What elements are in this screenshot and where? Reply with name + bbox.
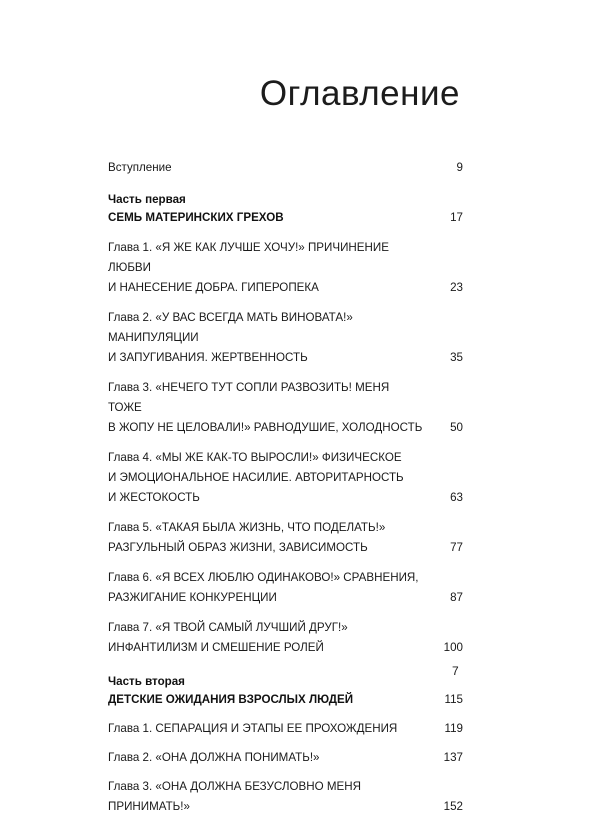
part-two-title: ДЕТСКИЕ ОЖИДАНИЯ ВЗРОСЛЫХ ЛЮДЕЙ (108, 693, 354, 706)
toc-entry-page: 119 (444, 722, 463, 735)
toc-entry-page: 35 (450, 351, 463, 364)
toc-entry-page: 23 (450, 281, 463, 294)
toc-entry-page: 100 (443, 641, 463, 654)
toc-entry-chapter (108, 308, 463, 368)
toc-entry-text: Глава 2. «ОНА ДОЛЖНА ПОНИМАТЬ!» (108, 751, 320, 764)
toc-entry-page: 152 (443, 800, 463, 813)
part-one-page: 17 (450, 211, 463, 224)
toc-entry-chapter (108, 238, 463, 298)
toc-entry-text: Вступление (108, 161, 172, 174)
toc-entry-text: Глава 1. СЕПАРАЦИЯ И ЭТАПЫ ЕЕ ПРОХОЖДЕНИЯ (108, 722, 398, 735)
toc-entry-page: 50 (450, 421, 463, 434)
toc-entry-page: 137 (443, 751, 463, 764)
part-two-label: Часть вторая (108, 675, 185, 688)
toc-entry-page: 63 (450, 491, 463, 504)
toc-entry-text: Глава 7. «Я ТВОЙ САМЫЙ ЛУЧШИЙ ДРУГ!» ИНФАНТИЛИЗМ И СМЕШЕНИЕ РОЛЕЙ (108, 621, 348, 654)
toc-entry-text: Глава 3. «НЕЧЕГО ТУТ СОПЛИ РАЗВОЗИТЬ! МЕНЯ ТОЖЕ В ЖОПУ НЕ ЦЕЛОВАЛИ!» РАВНОДУШИЕ, ХОЛОДНОСТЬ (108, 381, 423, 434)
toc-entry-chapter (108, 378, 463, 438)
toc-entry-intro (108, 158, 463, 178)
toc-entry-text: Глава 2. «У ВАС ВСЕГДА МАТЬ ВИНОВАТА!» МАНИПУЛЯЦИИ И ЗАПУГИВАНИЯ. ЖЕРТВЕННОСТЬ (108, 311, 353, 364)
toc-entry-text: Глава 3. «ОНА ДОЛЖНА БЕЗУСЛОВНО МЕНЯ ПРИНИМАТЬ!» (108, 780, 362, 813)
toc-entry-text: Глава 5. «ТАКАЯ БЫЛА ЖИЗНЬ, ЧТО ПОДЕЛАТЬ!» РАЗГУЛЬНЫЙ ОБРАЗ ЖИЗНИ, ЗАВИСИМОСТЬ (108, 521, 386, 554)
toc-entry-chapter (108, 777, 463, 817)
toc-entry-page: 9 (456, 161, 463, 174)
toc-entry-chapter (108, 748, 463, 768)
part-two-title-row (108, 690, 463, 710)
part-one-label: Часть первая (108, 193, 186, 206)
toc-entry-text: Глава 6. «Я ВСЕХ ЛЮБЛЮ ОДИНАКОВО!» СРАВНЕНИЯ, РАЗЖИГАНИЕ КОНКУРЕНЦИИ (108, 571, 419, 604)
toc-entry-text: Глава 4. «МЫ ЖЕ КАК-ТО ВЫРОСЛИ!» ФИЗИЧЕСКОЕ И ЭМОЦИОНАЛЬНОЕ НАСИЛИЕ. АВТОРИТАРНОСТЬ И ЖЕСТОКОСТЬ (108, 451, 404, 504)
toc-entry-chapter (108, 448, 463, 508)
table-of-contents (108, 158, 463, 817)
toc-entry-page: 87 (450, 591, 463, 604)
toc-entry-page: 77 (450, 541, 463, 554)
toc-entry-chapter (108, 568, 463, 608)
part-two-page: 115 (444, 693, 463, 706)
toc-entry-chapter (108, 618, 463, 658)
part-one-title-row (108, 208, 463, 228)
toc-entry-text: Глава 1. «Я ЖЕ КАК ЛУЧШЕ ХОЧУ!» ПРИЧИНЕНИЕ ЛЮБВИ И НАНЕСЕНИЕ ДОБРА. ГИПЕРОПЕКА (108, 241, 389, 294)
page-title: Оглавление (259, 74, 460, 113)
part-one-title: СЕМЬ МАТЕРИНСКИХ ГРЕХОВ (108, 211, 284, 224)
toc-entry-chapter (108, 518, 463, 558)
toc-entry-chapter (108, 719, 463, 739)
page-number: 7 (452, 664, 459, 678)
